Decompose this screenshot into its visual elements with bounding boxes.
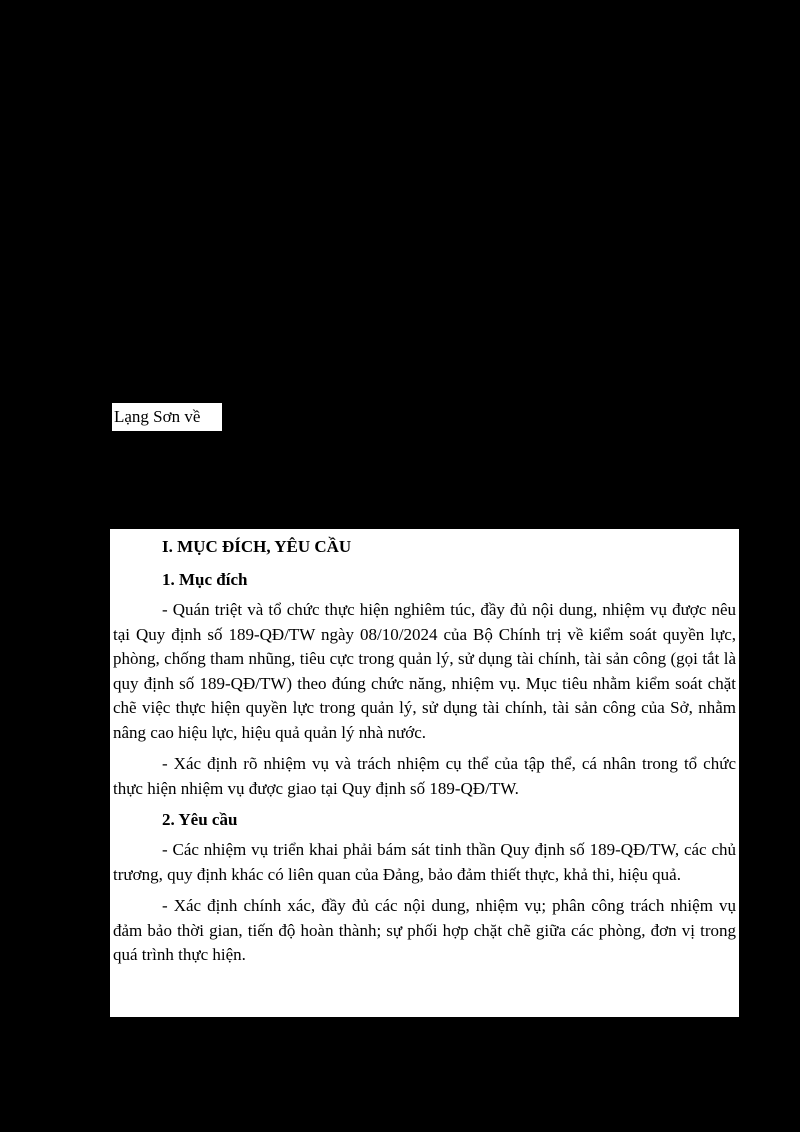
requirements-paragraph: - Các nhiệm vụ triển khai phải bám sát tinh thần Quy định số 189-QĐ/TW, các chủ trương, quy định khác có liên quan của Đảng, bảo đảm thiết thực, khả thi, hiệu quả. <box>113 840 736 884</box>
requirements-heading: 2. Yêu cầu <box>162 810 238 829</box>
requirements-paragraph: - Xác định chính xác, đầy đủ các nội dung, nhiệm vụ; phân công trách nhiệm vụ đảm bảo thời gian, tiến độ hoàn thành; sự phối hợp chặt chẽ giữa các phòng, đơn vị trong quá trình thực hiện. <box>113 896 736 964</box>
purpose-paragraph: - Quán triệt và tổ chức thực hiện nghiêm túc, đầy đủ nội dung, nhiệm vụ được nêu tại Quy định số 189-QĐ/TW ngày 08/10/2024 của Bộ Chính trị về kiểm soát quyền lực, phòng, chống tham nhũng, tiêu cực trong quản lý, sử dụng tài chính, tài sản công (gọi tắt là quy định số 189-QĐ/TW) theo đúng chức năng, nhiệm vụ. Mục tiêu nhằm kiểm soát chặt chẽ việc thực hiện quyền lực trong quản lý, sử dụng tài chính, tài sản công của Sở, nhằm nâng cao hiệu lực, hiệu quả quản lý nhà nước. <box>113 600 736 742</box>
text-fragment: Lạng Sơn về <box>112 403 222 431</box>
purpose-paragraph: - Xác định rõ nhiệm vụ và trách nhiệm cụ thể của tập thể, cá nhân trong tổ chức thực hiện nhiệm vụ được giao tại Quy định số 189-QĐ/TW. <box>113 754 736 798</box>
document-page <box>110 529 739 1017</box>
purpose-heading: 1. Mục đích <box>162 570 248 589</box>
section-title: I. MỤC ĐÍCH, YÊU CẦU <box>162 537 352 556</box>
